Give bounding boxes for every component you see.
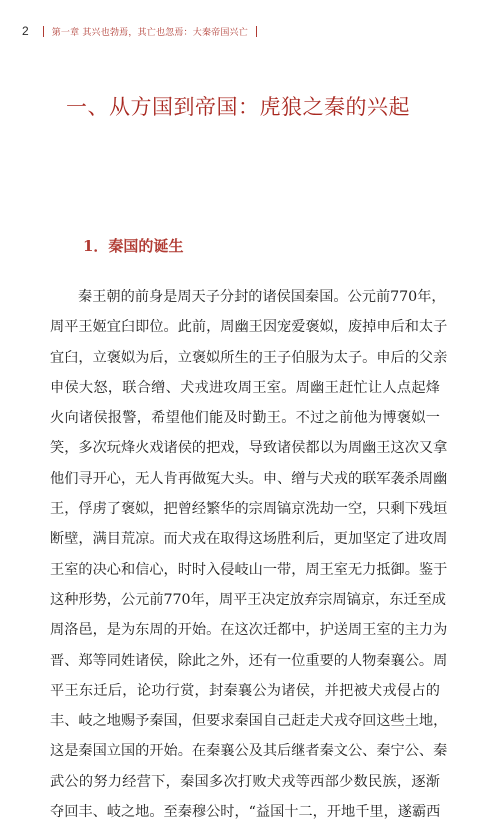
body-line: 笑，多次玩烽火戏诸侯的把戏，导致诸侯都以为周幽王这次又拿 (50, 440, 448, 457)
body-line: 这是秦国立国的开始。在秦襄公及其后继者秦文公、秦宁公、秦 (50, 743, 448, 760)
running-title: 第一章 其兴也勃焉，其亡也忽焉：大秦帝国兴亡 (51, 27, 248, 38)
body-line: 火向诸侯报警，希望他们能及时勤王。不过之前他为博褒姒一 (50, 410, 440, 427)
body-line: 夺回丰、岐之地。至秦穆公时，“益国十二，开地千里，遂霸西 (50, 804, 441, 821)
header-divider-right (256, 26, 257, 37)
body-line: 周平王姬宜臼即位。此前，周幽王因宠爱褒姒，废掉申后和太子 (50, 319, 448, 336)
section-heading: 一、从方国到帝国：虎狼之秦的兴起 (66, 95, 410, 119)
body-line: 丰、岐之地赐予秦国，但要求秦国自己赶走犬戎夺回这些土地， (50, 713, 448, 730)
body-line: 断壁，满目荒凉。而犬戎在取得这场胜利后，更加坚定了进攻周 (50, 531, 448, 548)
body-line: 晋、郑等同姓诸侯，除此之外，还有一位重要的人物秦襄公。周 (50, 652, 448, 669)
body-line: 武公的努力经营下，秦国多次打败犬戎等西部少数民族，逐渐 (50, 773, 440, 790)
header-divider-left (43, 26, 44, 37)
subsection-heading: 1．秦国的诞生 (83, 237, 184, 255)
body-line: 申侯大怒，联合缯、犬戎进攻周王室。周幽王赶忙让人点起烽 (50, 379, 440, 396)
body-line: 平王东迁后，论功行赏，封秦襄公为诸侯，并把被犬戎侵占的 (50, 682, 440, 699)
body-line: 他们寻开心，无人肯再做冤大头。申、缯与犬戎的联军袭杀周幽 (50, 470, 448, 487)
page-number: 2 (22, 24, 29, 38)
body-line: 王，俘虏了褒姒，把曾经繁华的宗周镐京洗劫一空，只剩下残垣 (50, 501, 448, 518)
body-line: 王室的决心和信心，时时入侵岐山一带，周王室无力抵御。鉴于 (50, 561, 448, 578)
body-line: 这种形势，公元前770年，周平王决定放弃宗周镐京，东迁至成 (50, 591, 446, 608)
body-text (50, 282, 448, 827)
body-line: 秦王朝的前身是周天子分封的诸侯国秦国。公元前770年， (78, 289, 446, 305)
body-line: 宜臼，立褒姒为后，立褒姒所生的王子伯服为太子。申后的父亲 (50, 349, 448, 366)
running-header (22, 22, 257, 40)
body-line: 周洛邑，是为东周的开始。在这次迁都中，护送周王室的主力为 (50, 622, 448, 639)
